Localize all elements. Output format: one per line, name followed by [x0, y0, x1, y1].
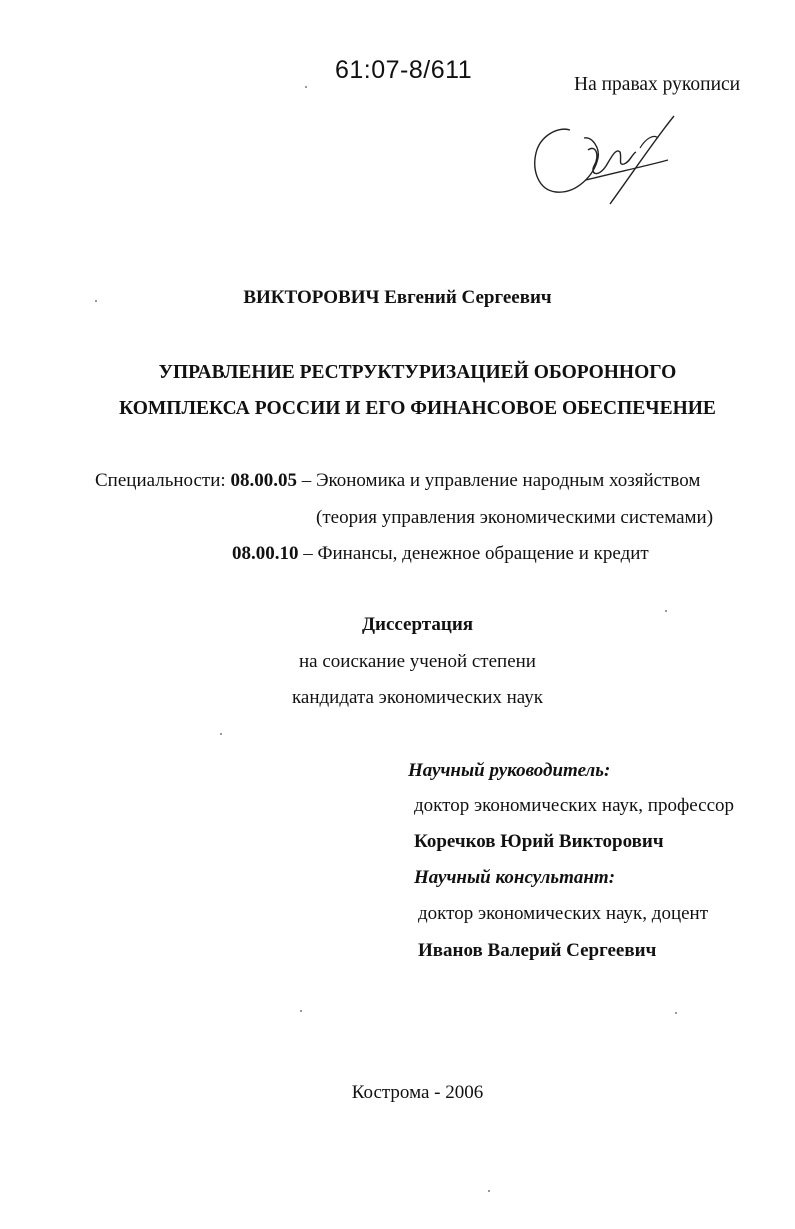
specialties-label: Специальности: [95, 470, 231, 491]
specialty-code-2: 08.00.10 [232, 543, 299, 564]
author-given-names: Евгений Сергеевич [379, 287, 552, 308]
specialty-line-2 [232, 543, 649, 565]
consultant-degree: доктор экономических наук, доцент [418, 903, 709, 924]
author-name [0, 287, 795, 309]
scan-speck [665, 610, 667, 612]
consultant-label: Научный консультант: [414, 867, 616, 888]
catalog-code: 61:07-8/611 [335, 56, 473, 84]
supervisor-degree: доктор экономических наук, профессор [414, 795, 735, 816]
specialty-text-1: – Экономика и управление народным хозяйством [296, 470, 701, 491]
specialty-line-1 [95, 470, 700, 492]
thesis-title-line-2: КОМПЛЕКСА РОССИИ И ЕГО ФИНАНСОВОЕ ОБЕСПЕЧЕНИЕ [119, 398, 716, 419]
consultant-name: Иванов Валерий Сергеевич [418, 940, 657, 961]
specialty-line-1-continued: (теория управления экономическими системами) [316, 507, 714, 528]
specialty-text-2: – Финансы, денежное обращение и кредит [298, 543, 649, 564]
scan-speck [300, 1010, 302, 1012]
supervisor-name: Коречков Юрий Викторович [414, 831, 664, 852]
scan-speck [675, 1012, 677, 1014]
scan-speck [488, 1190, 490, 1192]
dissertation-label: Диссертация [361, 614, 474, 635]
thesis-title-line-1: УПРАВЛЕНИЕ РЕСТРУКТУРИЗАЦИЕЙ ОБОРОННОГО [158, 362, 677, 383]
manuscript-rights-note: На правах рукописи [574, 74, 741, 95]
scan-speck [220, 733, 222, 735]
scan-speck [305, 86, 307, 88]
dissertation-purpose-line-2: кандидата экономических наук [291, 687, 544, 708]
scan-speck [95, 300, 97, 302]
signature-icon [528, 108, 678, 208]
specialty-code-1: 08.00.05 [230, 470, 297, 491]
dissertation-purpose-line-1: на соискание ученой степени [299, 651, 536, 672]
supervisor-label: Научный руководитель: [408, 760, 611, 781]
author-surname: ВИКТОРОВИЧ [243, 287, 380, 308]
city-year: Кострома - 2006 [351, 1082, 484, 1103]
